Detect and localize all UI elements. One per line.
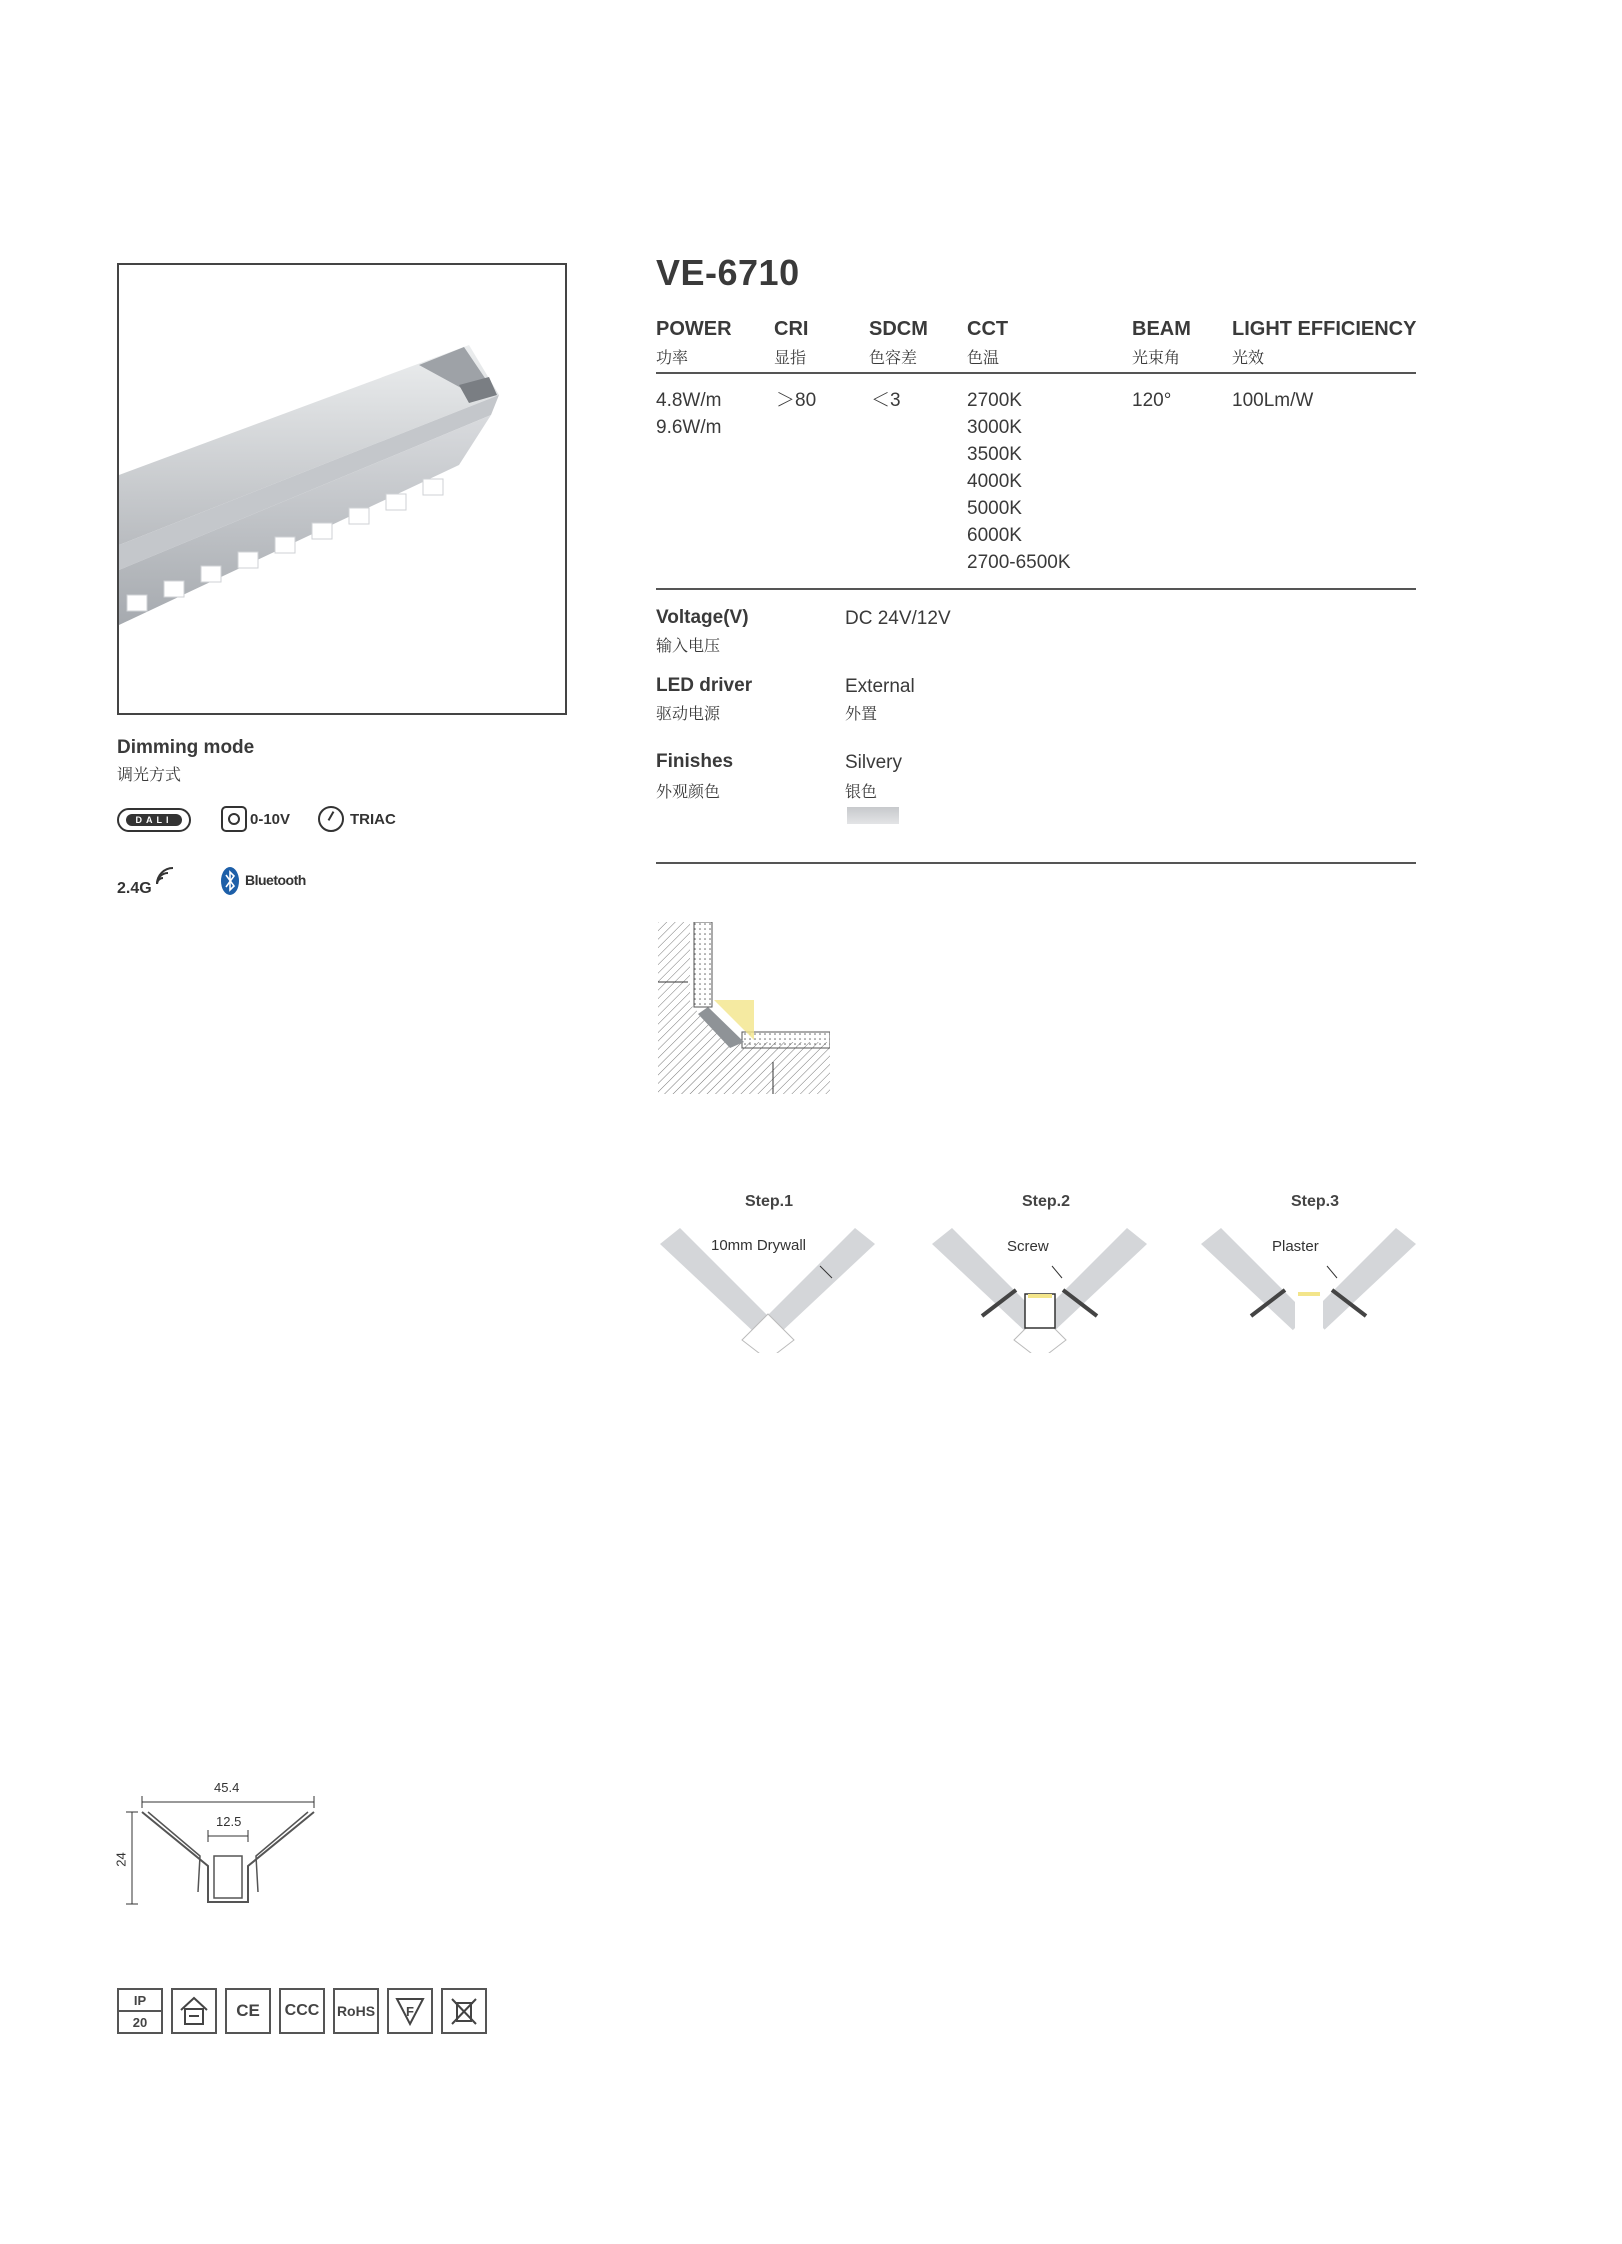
step-1-note: 10mm Drywall <box>711 1237 807 1254</box>
ip20-badge <box>117 1988 163 2034</box>
profile-dimension-drawing <box>118 1782 328 1912</box>
sdcm-value: ＜3 <box>871 390 901 411</box>
dimming-title: Dimming mode <box>117 737 255 758</box>
header-light-efficiency-cn: 光效 <box>1232 350 1265 367</box>
voltage-label-cn: 输入电压 <box>656 638 721 655</box>
driver-value-cn: 外置 <box>845 706 878 723</box>
bluetooth-icon <box>220 866 240 896</box>
cct-value: 4000K <box>967 471 1022 492</box>
header-power: POWER <box>656 318 732 340</box>
profile-image <box>119 265 565 713</box>
installation-section-diagram <box>658 922 830 1094</box>
cct-value: 3000K <box>967 417 1022 438</box>
beam-value: 120° <box>1132 390 1172 411</box>
dimension-inner: 12.5 <box>216 1814 242 1829</box>
cri-value: ＞80 <box>776 390 817 411</box>
cct-value: 5000K <box>967 498 1022 519</box>
product-photo <box>117 263 567 715</box>
header-beam-cn: 光束角 <box>1132 350 1181 367</box>
rohs-mark: RoHS <box>333 1988 379 2034</box>
cct-value: 2700K <box>967 390 1022 411</box>
triac-knob-icon <box>318 806 344 832</box>
header-cri: CRI <box>774 318 809 340</box>
driver-label-cn: 驱动电源 <box>656 706 721 723</box>
f-mark-label: F <box>406 2004 414 2019</box>
product-model: VE-6710 <box>656 252 800 293</box>
details-divider <box>656 862 1416 864</box>
voltage-value: DC 24V/12V <box>845 608 951 629</box>
dim-0-10v-label: 0-10V <box>250 811 291 828</box>
weee-bin-icon <box>441 1988 487 2034</box>
ccc-mark: CCC <box>279 1988 325 2034</box>
dimming-title-cn: 调光方式 <box>117 767 182 784</box>
cct-value: 2700-6500K <box>967 552 1071 573</box>
header-beam: BEAM <box>1132 318 1191 340</box>
step-2-note: Screw <box>1007 1238 1049 1255</box>
values-divider <box>656 588 1416 590</box>
dimension-width: 45.4 <box>214 1780 240 1795</box>
dali-label: DALI <box>135 815 173 825</box>
wireless-2-4g-label: 2.4G <box>117 880 152 897</box>
dimmer-switch-icon <box>221 806 247 832</box>
indoor-use-icon <box>171 1988 217 2034</box>
triac-label: TRIAC <box>350 811 396 828</box>
header-power-cn: 功率 <box>656 350 689 367</box>
step-3-note: Plaster <box>1272 1238 1319 1255</box>
dimension-height: 24 <box>113 1852 129 1867</box>
finishes-value-cn: 银色 <box>845 784 878 801</box>
finishes-label: Finishes <box>656 751 734 772</box>
step-1-label: Step.1 <box>745 1193 794 1210</box>
finishes-label-cn: 外观颜色 <box>656 784 721 801</box>
ip-rating: 20 <box>132 2014 148 2030</box>
f-mark-icon <box>387 1988 433 2034</box>
header-cct: CCT <box>967 318 1009 340</box>
step-2-label: Step.2 <box>1022 1193 1071 1210</box>
header-light-efficiency: LIGHT EFFICIENCY <box>1232 318 1417 340</box>
ce-mark: CE <box>225 1988 271 2034</box>
header-sdcm: SDCM <box>869 318 928 340</box>
cct-values <box>967 387 1071 576</box>
voltage-label: Voltage(V) <box>656 607 749 628</box>
header-cri-cn: 显指 <box>774 350 807 367</box>
ip-label: IP <box>119 1990 161 2012</box>
driver-value: External <box>845 676 915 697</box>
silver-swatch <box>847 807 899 824</box>
cct-value: 6000K <box>967 525 1022 546</box>
wireless-signal-icon <box>155 866 177 886</box>
dali-icon <box>117 808 191 832</box>
bluetooth-label: Bluetooth <box>245 872 306 888</box>
finishes-value: Silvery <box>845 752 903 773</box>
cct-value: 3500K <box>967 444 1022 465</box>
power-value: 9.6W/m <box>656 417 722 438</box>
header-sdcm-cn: 色容差 <box>869 350 918 367</box>
efficiency-value: 100Lm/W <box>1232 390 1314 411</box>
driver-label: LED driver <box>656 675 753 696</box>
header-divider <box>656 372 1416 374</box>
step-3-label: Step.3 <box>1291 1193 1340 1210</box>
header-cct-cn: 色温 <box>967 350 1000 367</box>
power-value: 4.8W/m <box>656 390 722 411</box>
power-values <box>656 387 721 441</box>
